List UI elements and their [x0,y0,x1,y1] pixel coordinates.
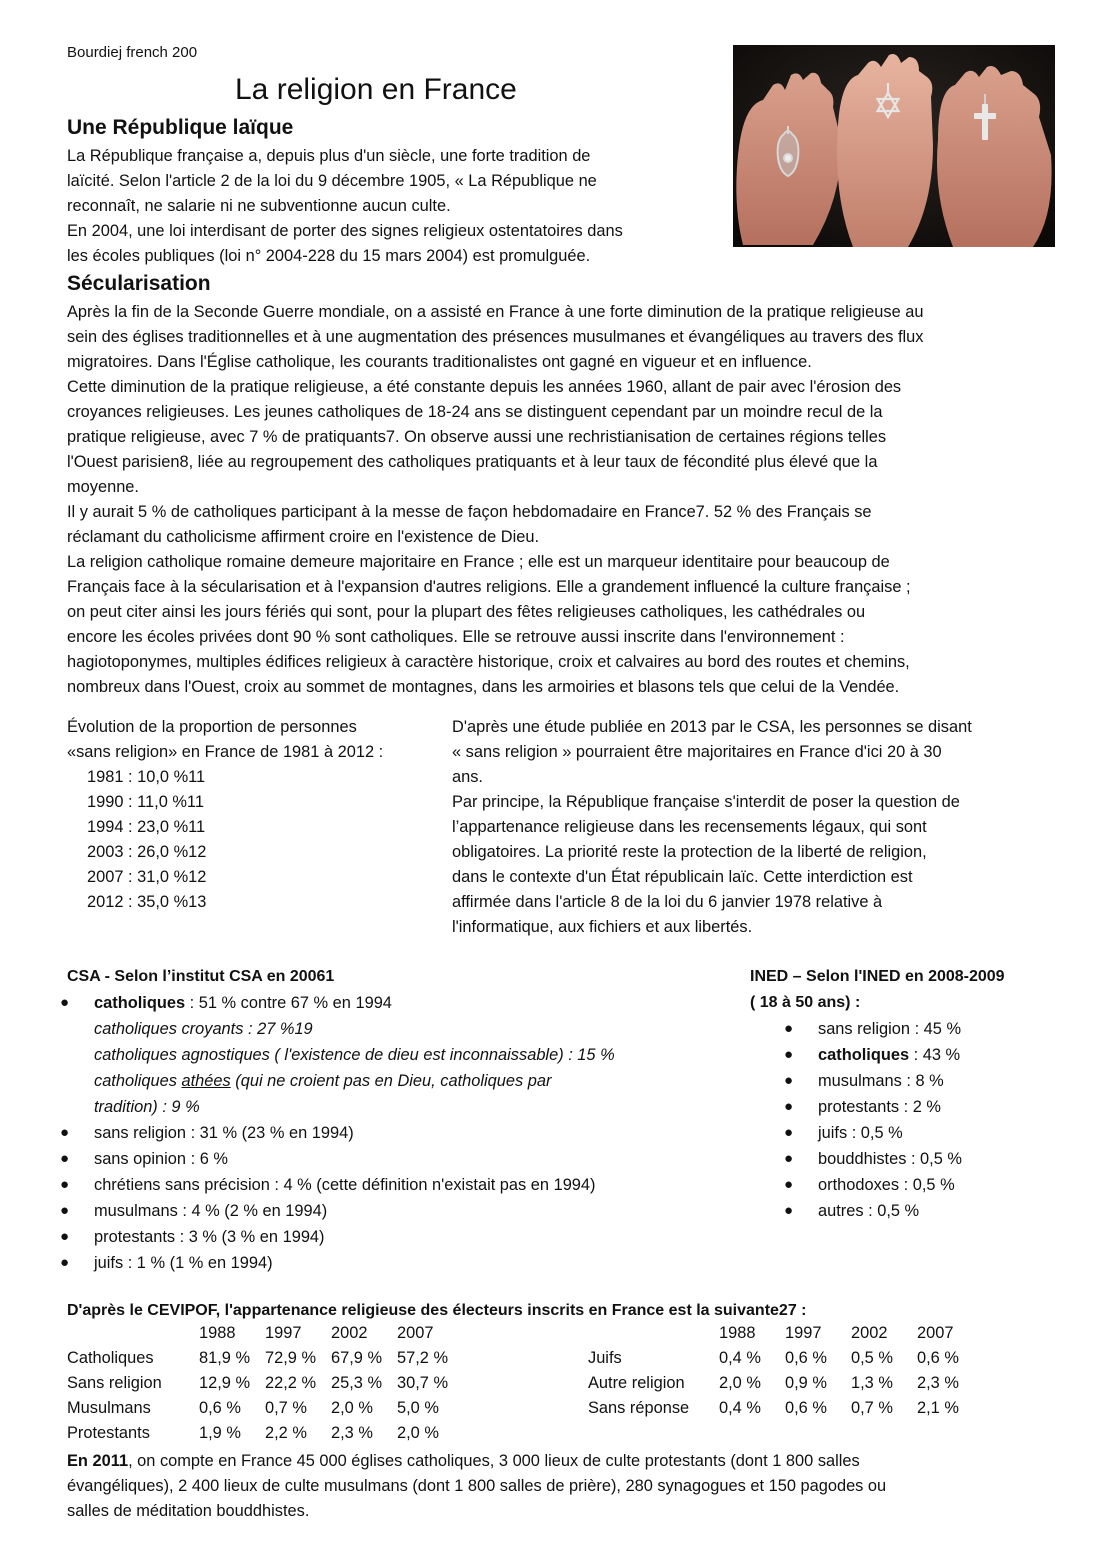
column-header: 1988 [199,1324,236,1342]
ined-heading-line: ( 18 à 50 ans) : [750,994,861,1011]
hands-religious-symbols-icon [733,45,1055,247]
text-line: pratique religieuse, avec 7 % de pratiquants7. On observe aussi une rechristianisation de certaines régions telles [67,428,887,446]
bullet-icon: ● [784,1072,794,1089]
bullet-icon: ● [784,1098,794,1115]
list-item [784,1042,1098,1068]
item-text: protestants : 3 % (3 % en 1994) [94,1228,325,1246]
table-cell: 0,6 % [785,1399,827,1417]
table-cell: 67,9 % [331,1349,383,1367]
text-line: croyances religieuses. Les jeunes catholiques de 18-24 ans se distinguent cependant par un moindre recul de la [67,403,883,421]
table-cell: 0,7 % [851,1399,893,1417]
table-cell: 1,9 % [199,1424,241,1442]
table-cell: 1,3 % [851,1374,893,1392]
item-text: juifs : 1 % (1 % en 1994) [94,1254,273,1272]
text-line: ans. [452,768,483,786]
hands-religious-symbols-image [733,45,1055,247]
bullet-icon: ● [60,1124,70,1141]
bullet-icon: ● [784,1150,794,1167]
text-line: encore les écoles privées dont 90 % sont catholiques. Elle se retrouve aussi inscrite dans l'environnement : [67,628,845,646]
csa-heading: CSA - Selon l’institut CSA en 20061 [67,968,335,985]
bullet-icon: ● [60,994,70,1011]
table-cell: 0,5 % [851,1349,893,1367]
table-cell: 0,4 % [719,1349,761,1367]
list-item [784,1068,1098,1094]
text-line: D'après une étude publiée en 2013 par le CSA, les personnes se disant [452,718,972,736]
sub-item-text: (qui ne croient pas en Dieu, catholiques par [230,1072,552,1090]
item-text: sans religion : 31 % (23 % en 1994) [94,1124,354,1142]
table-header-row [588,1324,983,1349]
footer-paragraph [67,1449,886,1524]
table-cell: 2,2 % [265,1424,307,1442]
sub-item: tradition) : 9 % [94,1098,200,1116]
table-row [67,1349,463,1374]
text-line: sein des églises traditionnelles et à une augmentation des présences musulmanes et évangéliques au travers des flux [67,328,924,346]
table-cell [588,1324,719,1349]
sub-item: catholiques agnostiques ( l'existence de dieu est inconnaissable) : 15 % [94,1046,615,1064]
row-label: Catholiques [67,1349,154,1367]
table-cell: 2,3 % [331,1424,373,1442]
table-cell: 72,9 % [265,1349,317,1367]
list-item [784,1094,1098,1120]
table-cell: 25,3 % [331,1374,383,1392]
text-line: nombreux dans l'Ouest, croix au sommet de montagnes, dans les armoiries et blasons tels que celui de la Vendée. [67,678,900,696]
text-line: salles de méditation bouddhistes. [67,1502,310,1520]
table-cell: 57,2 % [397,1349,449,1367]
text-line: laïcité. Selon l'article 2 de la loi du 9 décembre 1905, « La République ne [67,172,597,190]
item-text: bouddhistes : 0,5 % [818,1150,962,1168]
evolution-intro: Évolution de la proportion de personnes [67,718,357,736]
text-line: Français face à la sécularisation et à l'expansion d'autres religions. Elle a grandement influencé la culture française ; [67,578,911,596]
bullet-icon: ● [60,1228,70,1245]
bold-term: catholiques [94,994,186,1012]
bullet-icon: ● [784,1124,794,1141]
row-label: Protestants [67,1424,150,1442]
list-item [60,990,707,1120]
column-header: 2007 [917,1324,954,1342]
table-cell: 0,6 % [917,1349,959,1367]
text-line: « sans religion » pourraient être majoritaires en France d'ici 20 à 30 [452,743,942,761]
list-item [784,1120,1098,1146]
text-line: on peut citer ainsi les jours fériés qui sont, pour la plupart des fêtes religieuses catholiques, les cathédrales ou [67,603,866,621]
sub-item [94,1068,707,1094]
table-cell: 0,7 % [265,1399,307,1417]
item-text: protestants : 2 % [818,1098,941,1116]
bullet-icon: ● [60,1176,70,1193]
column-header: 1988 [719,1324,756,1342]
list-item [60,1120,707,1146]
bullet-icon: ● [60,1150,70,1167]
table-cell: 2,0 % [397,1424,439,1442]
ined-heading-line: INED – Selon l'INED en 2008-2009 [750,968,1005,985]
table-cell: 12,9 % [199,1374,251,1392]
table-row [67,1374,463,1399]
list-item: 2003 : 26,0 %12 [87,843,207,861]
cevipof-table-left [67,1324,463,1449]
item-text: : 43 % [909,1046,961,1064]
bold-term: catholiques [818,1046,910,1064]
table-cell: 2,0 % [719,1374,761,1392]
section-secularisation-body [67,300,923,700]
bullet-icon: ● [60,1254,70,1271]
column-header: 1997 [785,1324,822,1342]
text-line: Il y aurait 5 % de catholiques participant à la messe de façon hebdomadaire en France7. 52 % des Français se [67,503,872,521]
column-header: 2002 [851,1324,888,1342]
table-row [588,1399,983,1424]
csa-study-block [452,715,972,940]
underlined-word: athées [181,1072,231,1090]
row-label: Sans religion [67,1374,162,1392]
table-cell: 0,6 % [199,1399,241,1417]
text-line: hagiotoponymes, multiples édifices religieux à caractère historique, croix et calvaires au bord des routes et chemins, [67,653,910,671]
list-item [60,1198,707,1224]
text-line: l'Ouest parisien8, liée au regroupement des catholiques pratiquants et à leur taux de fécondité plus élevé que la [67,453,878,471]
table-cell: 81,9 % [199,1349,251,1367]
list-item [60,1146,707,1172]
text-line: La République française a, depuis plus d'un siècle, une forte tradition de [67,147,591,165]
table-cell: 0,4 % [719,1399,761,1417]
table-cell: 2,3 % [917,1374,959,1392]
table-row [67,1399,463,1424]
table-cell: 22,2 % [265,1374,317,1392]
list-item: 1990 : 11,0 %11 [87,793,204,811]
section-heading-laique: Une République laïque [67,116,294,139]
text-line: En 2004, une loi interdisant de porter des signes religieux ostentatoires dans [67,222,623,240]
text-line: dans le contexte d'un État républicain laïc. Cette interdiction est [452,868,913,886]
table-row [588,1374,983,1399]
list-item [784,1172,1098,1198]
list-item [60,1224,707,1250]
text-line: La religion catholique romaine demeure majoritaire en France ; elle est un marqueur identitaire pour beaucoup de [67,553,890,571]
text-line: obligatoires. La priorité reste la protection de la liberté de religion, [452,843,927,861]
row-label: Musulmans [67,1399,151,1417]
list-item: 1981 : 10,0 %11 [87,768,206,786]
list-item [784,1146,1098,1172]
ined-list [784,1016,1098,1224]
csa-list [60,990,707,1276]
cevipof-heading: D'après le CEVIPOF, l'appartenance religieuse des électeurs inscrits en France est la suivante27 : [67,1302,807,1319]
header-label: Bourdiej french 200 [67,44,198,61]
text-line: évangéliques), 2 400 lieux de culte musulmans (dont 1 800 salles de prière), 280 synagogues et 150 pagodes ou [67,1477,887,1495]
list-item [60,1250,707,1276]
column-header: 2002 [331,1324,368,1342]
text-line: l’appartenance religieuse dans les recensements légaux, qui sont [452,818,927,836]
list-item: 2007 : 31,0 %12 [87,868,207,886]
row-label: Autre religion [588,1374,685,1392]
text-line: Par principe, la République française s'interdit de poser la question de [452,793,960,811]
cevipof-table-right [588,1324,983,1424]
item-text: sans religion : 45 % [818,1020,962,1038]
item-text: chrétiens sans précision : 4 % (cette définition n'existait pas en 1994) [94,1176,596,1194]
item-text: musulmans : 8 % [818,1072,944,1090]
evolution-list [67,765,383,915]
row-label: Juifs [588,1349,622,1367]
item-text: orthodoxes : 0,5 % [818,1176,955,1194]
table-cell: 2,0 % [331,1399,373,1417]
bullet-icon: ● [784,1202,794,1219]
table-row [67,1424,463,1449]
bullet-icon: ● [784,1046,794,1063]
item-text: sans opinion : 6 % [94,1150,228,1168]
page-title: La religion en France [235,73,517,106]
sub-item: catholiques croyants : 27 %19 [94,1020,313,1038]
row-label: Sans réponse [588,1399,690,1417]
column-header: 1997 [265,1324,302,1342]
item-text: autres : 0,5 % [818,1202,920,1220]
text-line: Après la fin de la Seconde Guerre mondiale, on a assisté en France à une forte diminution de la pratique religieuse au [67,303,924,321]
item-text: juifs : 0,5 % [818,1124,903,1142]
table-cell: 5,0 % [397,1399,439,1417]
table-cell: 0,6 % [785,1349,827,1367]
table-cell [67,1324,199,1349]
item-text: : 51 % contre 67 % en 1994 [185,994,392,1012]
text-line: moyenne. [67,478,139,496]
evolution-intro: «sans religion» en France de 1981 à 2012 : [67,743,384,761]
bullet-icon: ● [60,1202,70,1219]
list-item: 2012 : 35,0 %13 [87,893,207,911]
table-header-row [67,1324,463,1349]
list-item [784,1016,1098,1042]
table-cell: 2,1 % [917,1399,959,1417]
text-line [67,1449,886,1474]
text-line: Cette diminution de la pratique religieuse, a été constante depuis les années 1960, allant de pair avec l'érosion des [67,378,902,396]
section-laique-body [67,144,623,269]
bold-term: En 2011 [67,1452,129,1470]
table-row [588,1349,983,1374]
text-line-rest: , on compte en France 45 000 églises catholiques, 3 000 lieux de culte protestants (dont 1 800 salles [128,1452,860,1470]
evolution-block [67,715,383,915]
column-header: 2007 [397,1324,434,1342]
text-line: les écoles publiques (loi n° 2004-228 du 15 mars 2004) est promulguée. [67,247,591,265]
item-text: musulmans : 4 % (2 % en 1994) [94,1202,328,1220]
table-cell: 30,7 % [397,1374,449,1392]
bullet-icon: ● [784,1020,794,1037]
sub-item-text: catholiques [94,1072,182,1090]
table-cell: 0,9 % [785,1374,827,1392]
list-item [784,1198,1098,1224]
list-item: 1994 : 23,0 %11 [87,818,206,836]
section-heading-secularisation: Sécularisation [67,272,211,295]
text-line: réclamant du catholicisme affirment croire en l'existence de Dieu. [67,528,539,546]
text-line: migratoires. Dans l'Église catholique, les courants traditionalistes ont gagné en vigueur et en influence. [67,353,812,371]
bullet-icon: ● [784,1176,794,1193]
ined-heading [750,964,1005,1016]
list-item [60,1172,707,1198]
text-line: l'informatique, aux fichiers et aux libertés. [452,918,753,936]
text-line: reconnaît, ne salarie ni ne subventionne aucun culte. [67,197,451,215]
text-line: affirmée dans l'article 8 de la loi du 6 janvier 1978 relative à [452,893,883,911]
